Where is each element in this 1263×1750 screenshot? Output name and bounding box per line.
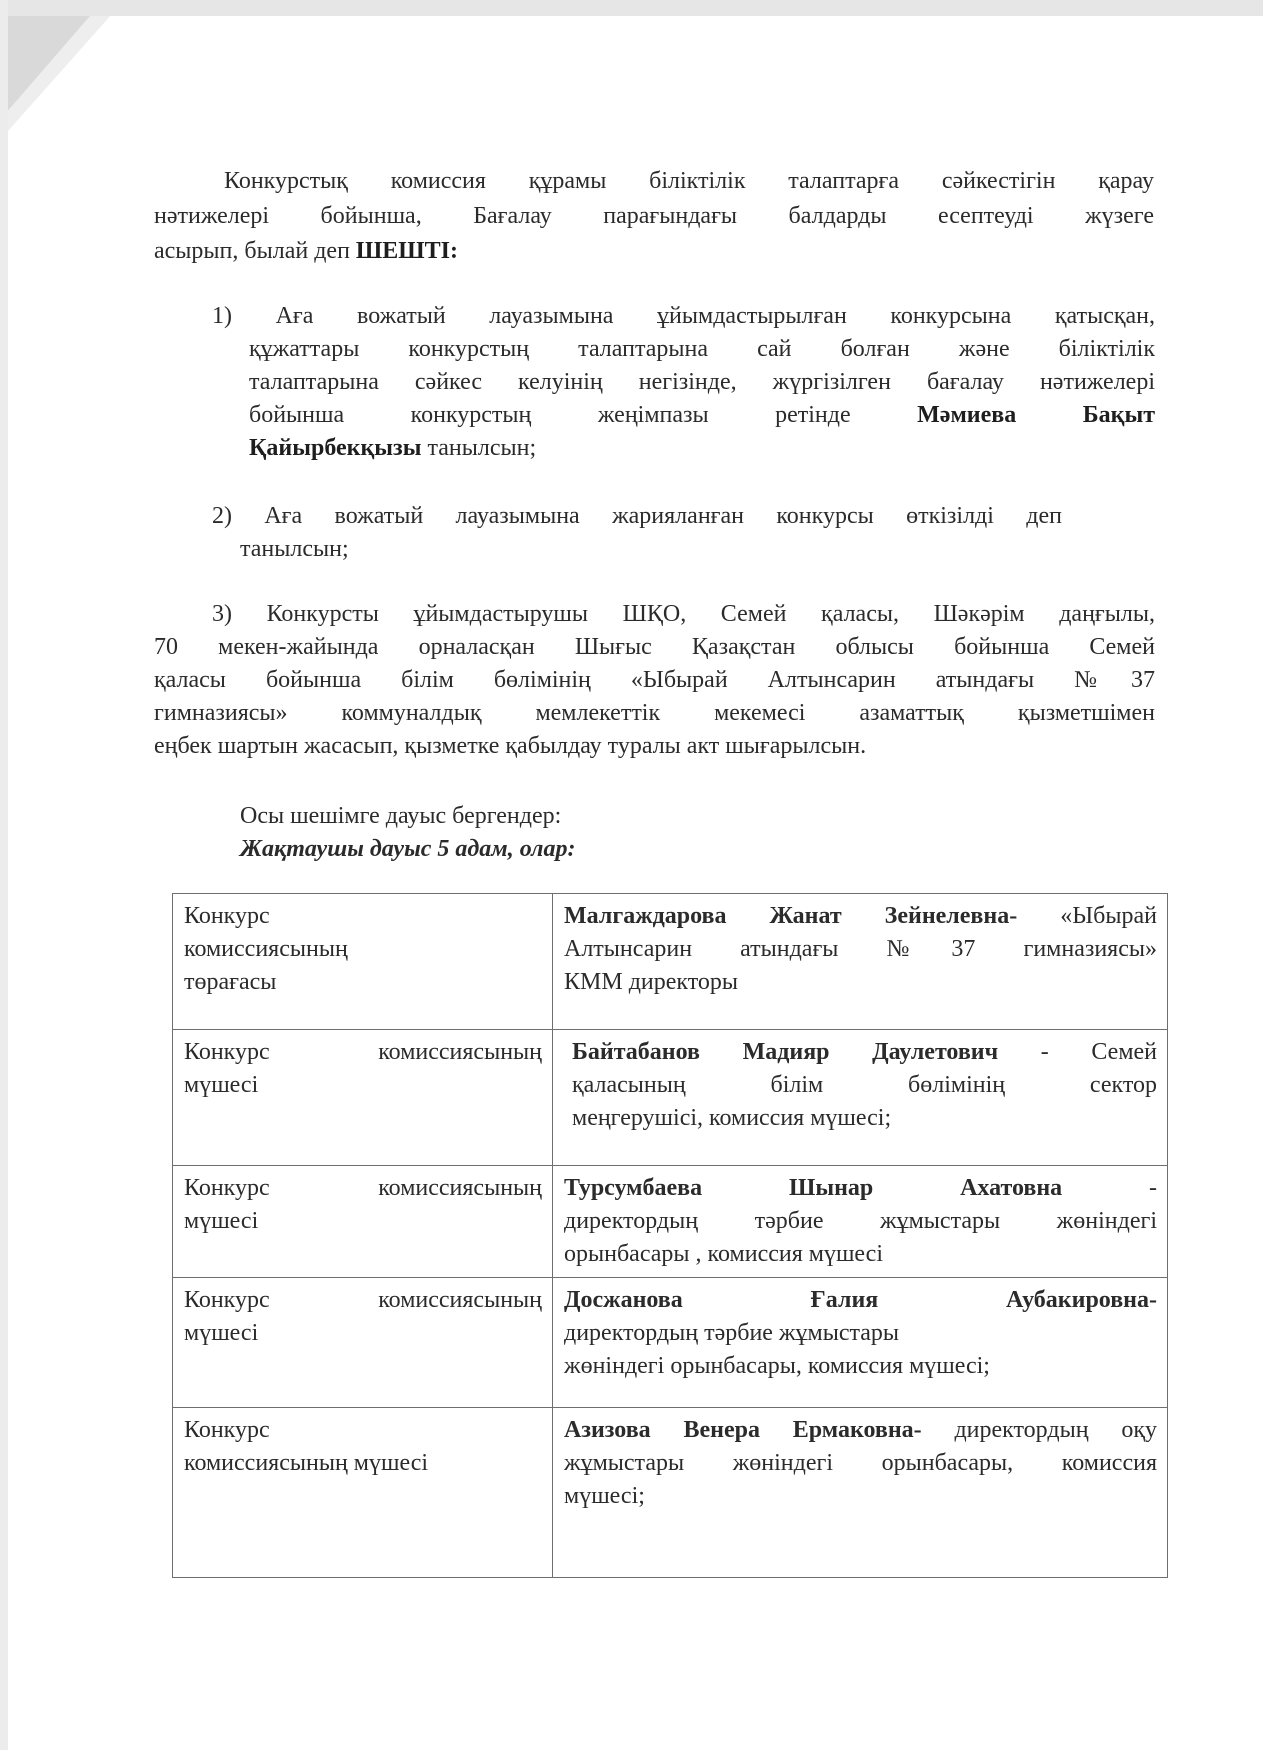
- item2-line-1: 2) Аға вожатый лауазымына жарияланған конкурсы өткізілді деп: [212, 503, 1062, 529]
- member-line: меңгерушісі, комиссия мүшесі;: [572, 1105, 892, 1131]
- role-line: Конкурс: [184, 903, 270, 929]
- decision-item-2: [212, 500, 1062, 566]
- member-name: Досжанова Ғалия Аубакировна-: [564, 1287, 1157, 1313]
- intro-line-3: [154, 235, 1154, 268]
- member-name: Азизова Венера Ермаковна-: [564, 1417, 922, 1443]
- winner-name-part-2: Қайырбекқызы: [249, 435, 422, 461]
- intro-line-1: Конкурстық комиссия құрамы біліктілік талаптарға сәйкестігін қарау: [224, 168, 1154, 194]
- member-line: қаласының білім бөлімінің сектор: [572, 1072, 1157, 1098]
- role-cell: [173, 894, 553, 1030]
- member-line: [564, 1284, 1157, 1317]
- item1-line-2: құжаттары конкурстың талаптарына сай болған және біліктілік: [249, 336, 1155, 362]
- item1-line-1: 1) Аға вожатый лауазымына ұйымдастырылған конкурсына қатысқан,: [212, 303, 1155, 329]
- member-line: орынбасары , комиссия мүшесі: [564, 1241, 883, 1267]
- member-line: [564, 1414, 1157, 1447]
- member-line: КММ директоры: [564, 969, 739, 995]
- role-cell: [173, 1030, 553, 1166]
- intro-paragraph: [154, 165, 1154, 268]
- item3-line-1: 3) Конкурсты ұйымдастырушы ШҚО, Семей қаласы, Шәкәрім даңғылы,: [212, 601, 1155, 627]
- winner-name-part-1: Мәмиева Бақыт: [917, 402, 1155, 428]
- item1-line-5: [212, 432, 1155, 465]
- table-row: [173, 1408, 1168, 1578]
- decision-item-1: [212, 300, 1155, 465]
- member-cell: [553, 1030, 1168, 1166]
- member-cell: [553, 1166, 1168, 1278]
- role-cell: [173, 1408, 553, 1578]
- intro-line-3-text: асырып, былай деп: [154, 238, 356, 264]
- item3-line-5: еңбек шартын жасасып, қызметке қабылдау туралы акт шығарылсын.: [154, 733, 867, 759]
- item3-line-3: қаласы бойынша білім бөлімінің «Ыбырай Алтынсарин атындағы №37: [154, 667, 1155, 693]
- member-line: жөніндегі орынбасары, комиссия мүшесі;: [564, 1353, 990, 1379]
- member-desc: - Семей: [1040, 1039, 1157, 1065]
- votes-label: Осы шешімге дауыс бергендер:: [240, 803, 562, 829]
- table-row: [173, 1030, 1168, 1166]
- role-cell: [173, 1166, 553, 1278]
- item1-line-4: [212, 399, 1155, 432]
- role-line: мүшесі: [184, 1320, 259, 1346]
- role-line: комиссиясының мүшесі: [184, 1450, 429, 1476]
- member-cell: [553, 894, 1168, 1030]
- member-name: Малгаждарова Жанат Зейнелевна-: [564, 903, 1018, 929]
- table-row: [173, 894, 1168, 1030]
- decision-heading: ШЕШТІ:: [355, 238, 458, 264]
- decision-item-3: [154, 598, 1155, 763]
- role-line: Конкурс комиссиясының: [184, 1287, 542, 1313]
- role-line: мүшесі: [184, 1072, 259, 1098]
- member-line: мүшесі;: [564, 1483, 645, 1509]
- table-row: [173, 1166, 1168, 1278]
- item3-line-4: гимназиясы» коммуналдық мемлекеттік мекемесі азаматтық қызметшімен: [154, 700, 1155, 726]
- member-line: [564, 1172, 1157, 1205]
- member-name: Турсумбаева Шынар Ахатовна: [564, 1175, 1063, 1201]
- item3-line-2: 70 мекен-жайында орналасқан Шығыс Қазақстан облысы бойынша Семей: [154, 634, 1155, 660]
- item1-line-3: талаптарына сәйкес келуінің негізінде, жүргізілген бағалау нәтижелері: [249, 369, 1155, 395]
- member-desc: «Ыбырай: [1060, 903, 1157, 929]
- member-desc: -: [1149, 1175, 1157, 1201]
- role-cell: [173, 1278, 553, 1408]
- item1-line-4-text: бойынша конкурстың жеңімпазы ретінде: [249, 402, 918, 428]
- member-line: директордың тәрбие жұмыстары жөніндегі: [564, 1208, 1157, 1234]
- role-line: мүшесі: [184, 1208, 259, 1234]
- votes-block: [240, 800, 940, 866]
- item2-line-2: танылсын;: [240, 536, 349, 562]
- member-line: [564, 900, 1157, 933]
- role-line: Конкурс комиссиясының: [184, 1039, 542, 1065]
- member-line: директордың тәрбие жұмыстары: [564, 1320, 900, 1346]
- role-line: Конкурс: [184, 1417, 270, 1443]
- commission-table: [172, 893, 1168, 1578]
- role-line: төрағасы: [184, 969, 277, 995]
- role-line: Конкурс комиссиясының: [184, 1175, 542, 1201]
- member-cell: [553, 1278, 1168, 1408]
- member-desc: директордың оқу: [954, 1417, 1158, 1443]
- member-cell: [553, 1408, 1168, 1578]
- table-row: [173, 1278, 1168, 1408]
- intro-line-2: нәтижелері бойынша, Бағалау парағындағы балдарды есептеуді жүзеге: [154, 203, 1154, 229]
- role-line: комиссиясының: [184, 936, 348, 962]
- member-line: [572, 1036, 1157, 1069]
- item1-line-5-text: танылсын;: [421, 435, 537, 461]
- votes-count: Жақтаушы дауыс 5 адам, олар:: [240, 836, 576, 862]
- member-line: Алтынсарин атындағы №37 гимназиясы»: [564, 936, 1157, 962]
- member-name: Байтабанов Мадияр Даулетович: [572, 1039, 999, 1065]
- member-line: жұмыстары жөніндегі орынбасары, комиссия: [564, 1450, 1157, 1476]
